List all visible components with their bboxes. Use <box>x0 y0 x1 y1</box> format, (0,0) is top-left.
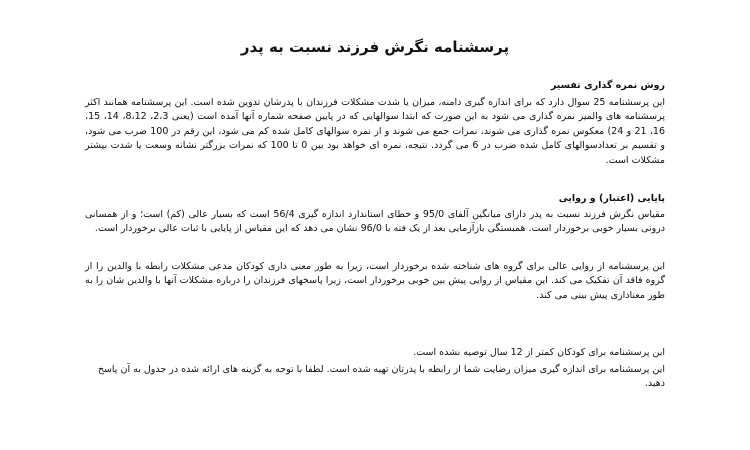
age-note: این پرسشنامه برای کودکان کمتر از 12 سال توصیه نشده است. <box>413 347 665 358</box>
document-title: پرسشنامه نگرش فرزند نسبت به پدر <box>240 38 510 56</box>
scoring-paragraph: این پرسشنامه 25 سوال دارد که برای اندازه گیری دامنه، میزان یا شدت مشکلات فرزندان با پدرشان تدوین شده است. این پرسشنامه همانند اکثر پرسشنامه های والمیر نمره گذاری می شود به این صورت که ابتدا سوالهایی که در پایین صفحه شماره آنها آمده است (یعنی 2،3، 8،12، 14، 15، 16، 21 و 24) معکوس نمره گذاری می شوند، نمرات جمع می شوند و از نمره سوالهای کامل شده کم می شود، این رقم در 100 ضرب می شود، و تقسیم بر تعدادسوالهای کامل شده ضرب در 6 می گردد. نتیجه، نمره ای خواهد بود بین 0 تا 100 که نمرات بزرگتر نشانه وسعت یا شدت بیشتر مشکلات است. <box>85 97 665 166</box>
validity-paragraph: این پرسشنامه از روایی عالی برای گروه های شناخته شده برخوردار است، زیرا به طور معنی داری کودکان مدعی مشکلات رابطه با والدین را از گروه فاقد آن تفکیک می کند. این مقیاس از روایی پیش بین خوبی برخوردار است، زیرا پاسخهای فرزندان را درباره مشکلات آنها با والدین شان را به طور معناداری پیش بینی می کند. <box>85 261 665 301</box>
reliability-heading: پایایی (اعتبار) و روایی <box>558 193 665 204</box>
scoring-heading: روش نمره گذاری تفسیر <box>550 80 665 91</box>
reliability-paragraph: مقیاس نگرش فرزند نسبت به پدر دارای میانگین آلفای 95/0 و خطای استاندارد اندازه گیری 56/4 است که بسیار عالی (کم) است؛ و از همسانی درونی بسیار خوبی برخوردار است. همبستگی بازآزمایی بعد از یک فته با 96/0 نشان می دهد که این مقیاس از پایایی با ثبات عالی برخوردار است. <box>85 209 665 235</box>
instructions-note: این پرسشنامه برای اندازه گیری میزان رضایت شما از رابطه با پدرتان تهیه شده است. لطفا با توجه به گزینه های ارائه شده در جدول به آن پاسخ دهید. <box>97 364 665 390</box>
